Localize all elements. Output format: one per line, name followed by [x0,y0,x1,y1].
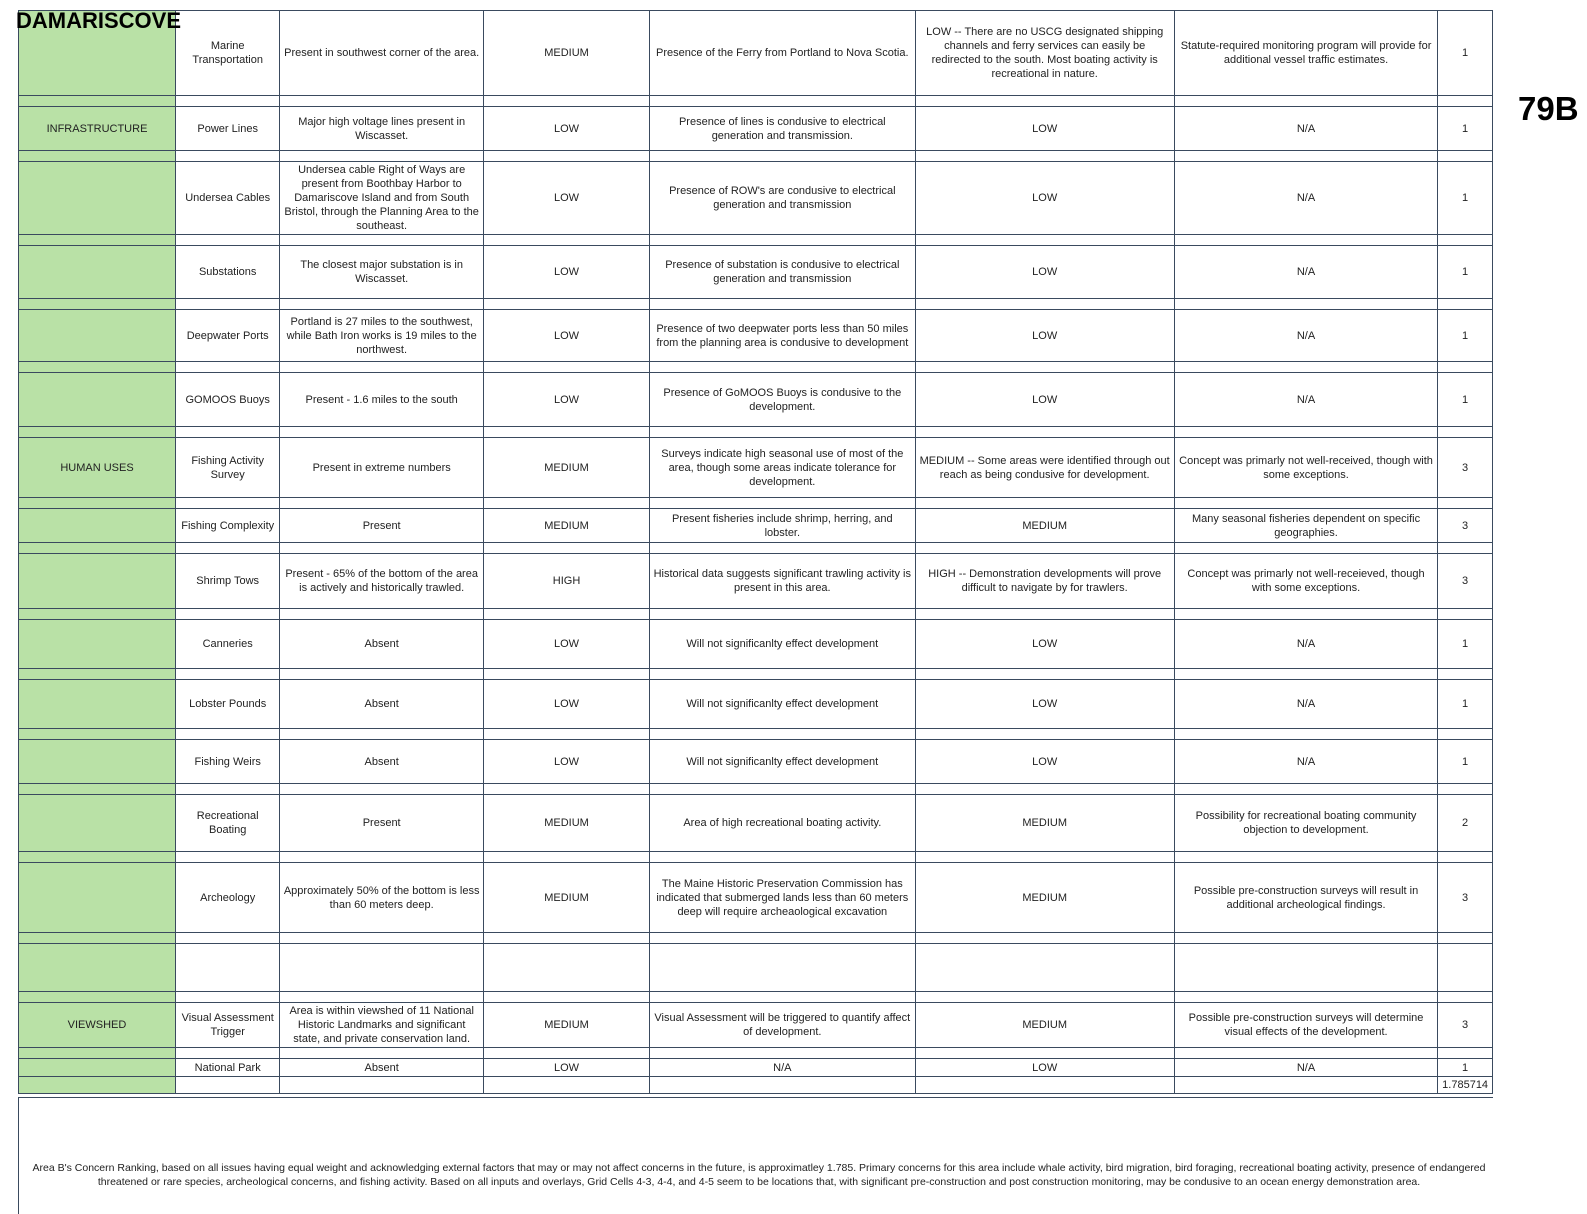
score-cell: 1 [1438,107,1493,151]
concern-cell: LOW [915,1059,1174,1077]
mitigation-cell: N/A [1174,620,1437,669]
mitigation-cell: Many seasonal fisheries dependent on specific geographies. [1174,509,1437,543]
score-cell: 3 [1438,863,1493,933]
assessment-cell: Presence of substation is condusive to electrical generation and transmission [650,246,915,299]
category-cell [19,944,176,992]
row-divider [19,362,1493,373]
assessment-cell: Historical data suggests significant trawling activity is present in this area. [650,554,915,609]
item-name: Shrimp Tows [176,554,280,609]
document-title: DAMARISCOVE [16,8,182,33]
item-name [176,944,280,992]
item-description: Area is within viewshed of 11 National Historic Landmarks and significant state, and private conservation land. [280,1003,484,1048]
assessment-cell: Present fisheries include shrimp, herring, and lobster. [650,509,915,543]
item-name: GOMOOS Buoys [176,373,280,427]
assessment-cell: Area of high recreational boating activity. [650,795,915,852]
score-cell: 1 [1438,740,1493,784]
table-row [19,438,1493,498]
table-row [19,310,1493,362]
assessment-cell: Presence of lines is condusive to electrical generation and transmission. [650,107,915,151]
row-divider [19,933,1493,944]
item-description: Absent [280,680,484,729]
assessment-cell: Surveys indicate high seasonal use of most of the area, though some areas indicate tolerance for development. [650,438,915,498]
item-name: Visual Assessment Trigger [176,1003,280,1048]
score-cell: 1 [1438,162,1493,235]
assessment-cell: Will not significanlty effect development [650,620,915,669]
item-description: Undersea cable Right of Ways are present from Boothbay Harbor to Damariscove Island and from South Bristol, through the Planning Area to the southeast. [280,162,484,235]
level-cell: LOW [483,162,649,235]
summary-text: Area B's Concern Ranking, based on all issues having equal weight and acknowledging external factors that may or may not affect concerns in the future, is approximatley 1.785. Primary concerns for this area include whale activity, bird migration, bird foraging, recreational boating activity, presence of endangered threatened or rare species, archeological concerns, and fishing activity. Based on all inputs and overlays, Grid Cells 4-3, 4-4, and 4-5 seem to be locations that, with significant pre-construction and post construction monitoring, may be condusive to an ocean energy demonstration area. [32,1162,1486,1188]
category-cell [19,509,176,543]
category-cell [19,740,176,784]
item-description: Approximately 50% of the bottom is less than 60 meters deep. [280,863,484,933]
assessment-cell: Presence of ROW's are condusive to electrical generation and transmission [650,162,915,235]
item-name: Substations [176,246,280,299]
level-cell: LOW [483,310,649,362]
page-number: 79B [1518,90,1579,127]
item-name: Marine Transportation [176,11,280,96]
table-row [19,620,1493,669]
score-cell: 2 [1438,795,1493,852]
category-cell [19,554,176,609]
category-cell [19,795,176,852]
concern-cell: LOW [915,310,1174,362]
row-divider [19,784,1493,795]
table-row [19,373,1493,427]
item-name: Lobster Pounds [176,680,280,729]
row-divider [19,427,1493,438]
concern-cell: LOW [915,680,1174,729]
table-row [19,246,1493,299]
table-row [19,795,1493,852]
assessment-cell: N/A [650,1059,915,1077]
score-cell: 1 [1438,246,1493,299]
score-cell: 3 [1438,554,1493,609]
mitigation-cell: N/A [1174,373,1437,427]
score-cell: 1 [1438,680,1493,729]
table-row [19,863,1493,933]
item-name: Canneries [176,620,280,669]
level-cell: MEDIUM [483,509,649,543]
table-row [19,11,1493,96]
assessment-cell: Will not significanlty effect development [650,740,915,784]
item-name: Deepwater Ports [176,310,280,362]
item-description: Present - 1.6 miles to the south [280,373,484,427]
row-divider [19,235,1493,246]
level-cell: LOW [483,246,649,299]
concern-cell: LOW [915,246,1174,299]
row-divider [19,1048,1493,1059]
item-description: Present [280,795,484,852]
level-cell: MEDIUM [483,795,649,852]
item-name: Fishing Weirs [176,740,280,784]
item-description: Major high voltage lines present in Wiscasset. [280,107,484,151]
item-name: Recreational Boating [176,795,280,852]
mitigation-cell: Possible pre-construction surveys will result in additional archeological findings. [1174,863,1437,933]
score-cell: 3 [1438,1003,1493,1048]
concern-cell: LOW [915,620,1174,669]
item-description: Present [280,509,484,543]
score-cell [1438,944,1493,992]
row-divider [19,498,1493,509]
item-description: The closest major substation is in Wiscasset. [280,246,484,299]
category-cell: INFRASTRUCTURE [19,107,176,151]
item-description [280,944,484,992]
row-divider [19,852,1493,863]
category-cell [19,310,176,362]
assessment-cell: Presence of two deepwater ports less than 50 miles from the planning area is condusive to development [650,310,915,362]
item-name: Fishing Activity Survey [176,438,280,498]
item-name: Power Lines [176,107,280,151]
level-cell: LOW [483,620,649,669]
row-divider [19,96,1493,107]
concern-cell: LOW [915,107,1174,151]
total-score: 1.785714 [1438,1077,1493,1094]
concern-cell: LOW -- There are no USCG designated shipping channels and ferry services can easily be redirected to the south. Most boating activity is recreational in nature. [915,11,1174,96]
concern-cell: MEDIUM -- Some areas were identified through out reach as being condusive for development. [915,438,1174,498]
item-description: Portland is 27 miles to the southwest, while Bath Iron works is 19 miles to the northwest. [280,310,484,362]
mitigation-cell: N/A [1174,310,1437,362]
level-cell: LOW [483,373,649,427]
concern-cell: LOW [915,373,1174,427]
mitigation-cell: N/A [1174,1059,1437,1077]
row-divider [19,543,1493,554]
total-row [19,1077,1493,1094]
row-divider [19,729,1493,740]
category-cell [19,680,176,729]
score-cell: 3 [1438,438,1493,498]
summary-box [18,1097,1493,1214]
level-cell: MEDIUM [483,11,649,96]
category-cell [19,246,176,299]
concern-cell: MEDIUM [915,509,1174,543]
level-cell: HIGH [483,554,649,609]
category-cell: VIEWSHED [19,1003,176,1048]
table-row [19,740,1493,784]
row-divider [19,151,1493,162]
mitigation-cell: Possibility for recreational boating community objection to development. [1174,795,1437,852]
table-row [19,680,1493,729]
level-cell: LOW [483,680,649,729]
mitigation-cell: Concept was primarly not well-receieved, though with some exceptions. [1174,554,1437,609]
assessment-cell [650,944,915,992]
assessment-cell: Presence of GoMOOS Buoys is condusive to the development. [650,373,915,427]
mitigation-cell: N/A [1174,162,1437,235]
item-description: Present in southwest corner of the area. [280,11,484,96]
category-cell [19,863,176,933]
score-cell: 3 [1438,509,1493,543]
item-name: National Park [176,1059,280,1077]
item-description: Present in extreme numbers [280,438,484,498]
mitigation-cell: Statute-required monitoring program will provide for additional vessel traffic estimates. [1174,11,1437,96]
concern-cell: MEDIUM [915,863,1174,933]
row-divider [19,299,1493,310]
assessment-cell: The Maine Historic Preservation Commission has indicated that submerged lands less than 60 meters deep will require archeaological excavation [650,863,915,933]
concern-table [18,10,1493,1094]
table-row [19,107,1493,151]
table-row [19,509,1493,543]
concern-cell: MEDIUM [915,1003,1174,1048]
concern-cell: LOW [915,740,1174,784]
level-cell [483,944,649,992]
item-description: Absent [280,1059,484,1077]
level-cell: LOW [483,107,649,151]
row-divider [19,609,1493,620]
level-cell: LOW [483,1059,649,1077]
assessment-cell: Will not significanlty effect development [650,680,915,729]
mitigation-cell: N/A [1174,246,1437,299]
total-cat-cell [19,1077,176,1094]
item-name: Archeology [176,863,280,933]
mitigation-cell: N/A [1174,740,1437,784]
item-name: Fishing Complexity [176,509,280,543]
category-cell [19,373,176,427]
item-description: Present - 65% of the bottom of the area is actively and historically trawled. [280,554,484,609]
table-row [19,1059,1493,1077]
mitigation-cell [1174,944,1437,992]
concern-cell [915,944,1174,992]
concern-cell: MEDIUM [915,795,1174,852]
item-description: Absent [280,740,484,784]
mitigation-cell: Concept was primarly not well-received, though with some exceptions. [1174,438,1437,498]
category-cell [19,162,176,235]
concern-cell: LOW [915,162,1174,235]
item-name: Undersea Cables [176,162,280,235]
category-cell: HUMAN USES [19,438,176,498]
row-divider [19,992,1493,1003]
score-cell: 1 [1438,620,1493,669]
table-row [19,554,1493,609]
level-cell: MEDIUM [483,438,649,498]
table-row [19,944,1493,992]
mitigation-cell: N/A [1174,680,1437,729]
concern-cell: HIGH -- Demonstration developments will prove difficult to navigate by for trawlers. [915,554,1174,609]
row-divider [19,669,1493,680]
category-cell [19,1059,176,1077]
mitigation-cell: N/A [1174,107,1437,151]
score-cell: 1 [1438,373,1493,427]
item-description: Absent [280,620,484,669]
level-cell: LOW [483,740,649,784]
table-row [19,162,1493,235]
level-cell: MEDIUM [483,1003,649,1048]
score-cell: 1 [1438,11,1493,96]
assessment-cell: Presence of the Ferry from Portland to Nova Scotia. [650,11,915,96]
score-cell: 1 [1438,1059,1493,1077]
level-cell: MEDIUM [483,863,649,933]
mitigation-cell: Possible pre-construction surveys will determine visual effects of the development. [1174,1003,1437,1048]
table-row [19,1003,1493,1048]
category-cell [19,620,176,669]
assessment-cell: Visual Assessment will be triggered to quantify affect of development. [650,1003,915,1048]
score-cell: 1 [1438,310,1493,362]
